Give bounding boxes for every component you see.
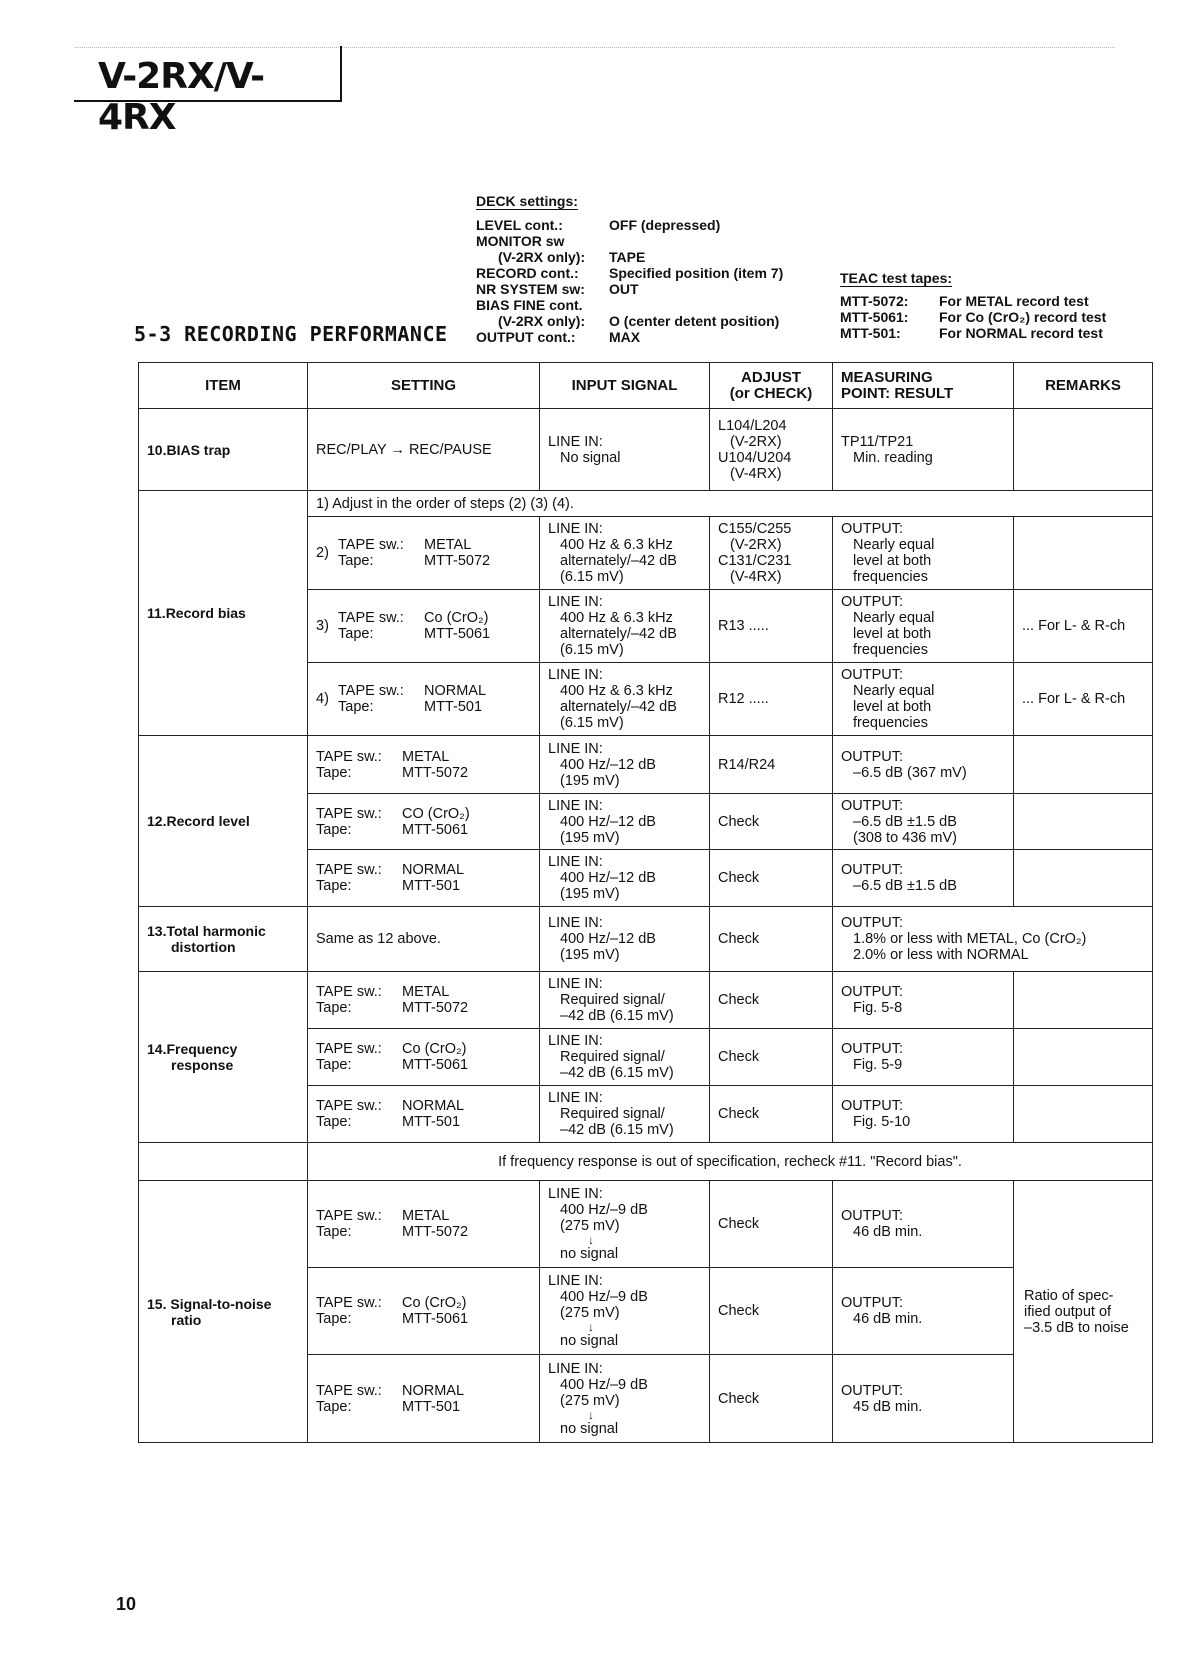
adjust-cell: Check xyxy=(710,1029,833,1086)
tape-id: MTT-5072: xyxy=(840,293,909,309)
tape-label: Tape: xyxy=(316,1398,352,1415)
item-name-line2: distortion xyxy=(171,939,236,955)
input-line: 400 Hz/–9 dB xyxy=(560,1202,648,1218)
tape-label: Tape: xyxy=(316,878,352,894)
setting-cell xyxy=(308,736,540,794)
measure-cell xyxy=(833,907,1153,972)
input-line: alternately/–42 dB xyxy=(560,553,677,569)
input-cell xyxy=(540,1086,710,1143)
input-line: (275 mV) xyxy=(560,1305,620,1321)
item-name-line1: 14.Frequency xyxy=(147,1041,238,1057)
input-line: 400 Hz & 6.3 kHz xyxy=(560,683,673,699)
input-line: –42 dB (6.15 mV) xyxy=(560,1122,674,1138)
header-measuring-line1: MEASURING xyxy=(841,368,933,386)
output-label: OUTPUT: xyxy=(841,862,904,878)
input-line: 400 Hz & 6.3 kHz xyxy=(560,537,673,553)
deck-setting-row xyxy=(476,329,783,345)
item-name-line2: ratio xyxy=(171,1311,202,1328)
input-line: –42 dB (6.15 mV) xyxy=(560,1008,674,1024)
input-line: (6.15 mV) xyxy=(560,569,624,585)
item-name-line1: 13.Total harmonic xyxy=(147,923,266,939)
down-arrow-icon: ↓ xyxy=(588,1407,594,1422)
item-name-line1: 15. Signal-to-noise xyxy=(147,1295,272,1312)
tape-row xyxy=(840,293,1106,309)
input-line: Required signal/ xyxy=(560,1106,665,1122)
measure-cell xyxy=(833,1268,1014,1355)
deck-setting-key: NR SYSTEM sw: xyxy=(476,281,585,297)
adjust-cell: Check xyxy=(710,850,833,907)
tape-value: MTT-5061 xyxy=(402,821,469,838)
measure-line: –6.5 dB ±1.5 dB xyxy=(853,813,957,830)
input-line: (195 mV) xyxy=(560,829,620,846)
tape-label: Tape: xyxy=(338,553,374,569)
line-in-label: LINE IN: xyxy=(548,1033,603,1049)
measure-cell xyxy=(833,517,1014,590)
remarks-cell xyxy=(1014,1181,1153,1443)
tape-sw-label: TAPE sw.: xyxy=(338,537,404,553)
header-item: ITEM xyxy=(139,363,308,409)
input-line: Required signal/ xyxy=(560,1049,665,1065)
setting-cell xyxy=(308,1268,540,1355)
item-name: 11.Record bias xyxy=(139,491,308,736)
model-header-box xyxy=(74,46,342,138)
adjust-cell xyxy=(710,517,833,590)
line-in-label: LINE IN: xyxy=(548,740,603,757)
setting-cell xyxy=(308,972,540,1029)
adjust-line: (V-4RX) xyxy=(730,569,782,585)
tape-value: MTT-5072 xyxy=(424,553,491,569)
remarks-cell xyxy=(1014,517,1153,590)
tape-sw-label: TAPE sw.: xyxy=(338,683,404,699)
output-label: OUTPUT: xyxy=(841,915,904,931)
input-cell xyxy=(540,972,710,1029)
setting-cell: Same as 12 above. xyxy=(308,907,540,972)
input-line: 400 Hz/–9 dB xyxy=(560,1289,648,1305)
input-cell xyxy=(540,663,710,736)
input-line: 400 Hz/–12 dB xyxy=(560,870,656,886)
measure-cell xyxy=(833,794,1014,850)
deck-setting-value: O (center detent position) xyxy=(609,313,780,329)
adjust-line: L104/L204 xyxy=(718,417,787,434)
page-number: 10 xyxy=(116,1594,137,1614)
adjust-cell xyxy=(710,409,833,491)
adjust-line: (V-2RX) xyxy=(730,433,782,450)
item-name xyxy=(139,1181,308,1443)
deck-setting-row xyxy=(476,313,783,329)
step-note: 1) Adjust in the order of steps (2) (3) (4). xyxy=(308,491,1153,517)
item-name xyxy=(139,907,308,972)
measure-line: –6.5 dB (367 mV) xyxy=(853,764,967,781)
tape-label: Tape: xyxy=(316,1114,352,1130)
tape-sw-label: TAPE sw.: xyxy=(316,748,382,765)
tape-row xyxy=(840,325,1106,341)
remarks-cell: ... For L- & R-ch xyxy=(1014,590,1153,663)
tape-sw-value: Co (CrO₂) xyxy=(424,610,489,626)
setting-cell xyxy=(308,850,540,907)
adjust-cell: Check xyxy=(710,1268,833,1355)
tape-sw-label: TAPE sw.: xyxy=(316,805,382,822)
input-line: (195 mV) xyxy=(560,886,620,902)
input-line: (195 mV) xyxy=(560,947,620,963)
tape-label: Tape: xyxy=(316,1224,352,1240)
deck-setting-key: LEVEL cont.: xyxy=(476,217,563,233)
remarks-line: Ratio of spec- xyxy=(1024,1287,1114,1304)
line-in-label: LINE IN: xyxy=(548,797,603,814)
deck-setting-value: OFF (depressed) xyxy=(609,217,721,233)
tape-value: MTT-501 xyxy=(402,1114,461,1130)
line-in-label: LINE IN: xyxy=(548,976,603,992)
output-label: OUTPUT: xyxy=(841,594,904,610)
teac-test-tapes xyxy=(840,270,1106,341)
input-line: 400 Hz/–12 dB xyxy=(560,931,656,947)
remarks-cell xyxy=(1014,850,1153,907)
tape-sw-label: TAPE sw.: xyxy=(316,1295,382,1311)
item-spacer xyxy=(139,1143,308,1181)
tape-sw-label: TAPE sw.: xyxy=(316,862,382,878)
measure-line: Min. reading xyxy=(853,449,933,466)
setting-cell xyxy=(308,1029,540,1086)
remarks-cell xyxy=(1014,1086,1153,1143)
deck-settings-title: DECK settings: xyxy=(476,193,578,209)
deck-setting-value: MAX xyxy=(609,329,641,345)
measure-cell xyxy=(833,409,1014,491)
output-label: OUTPUT: xyxy=(841,748,904,765)
output-label: OUTPUT: xyxy=(841,797,904,814)
measure-line: level at both xyxy=(853,699,932,715)
measure-line: Fig. 5-9 xyxy=(853,1057,903,1073)
tape-label: Tape: xyxy=(316,821,352,838)
input-cell xyxy=(540,1268,710,1355)
tape-value: MTT-5061 xyxy=(402,1311,469,1327)
line-in-label: LINE IN: xyxy=(548,1360,603,1377)
input-line: (6.15 mV) xyxy=(560,642,624,658)
item-name: 10.BIAS trap xyxy=(139,409,308,491)
adjust-line: C155/C255 xyxy=(718,521,792,537)
line-in-label: LINE IN: xyxy=(548,667,603,683)
adjust-line: U104/U204 xyxy=(718,449,792,466)
deck-setting-key: (V-2RX only): xyxy=(498,249,586,265)
input-line: alternately/–42 dB xyxy=(560,699,677,715)
section-title: 5-3 RECORDING PERFORMANCE xyxy=(134,322,448,346)
input-line: no signal xyxy=(560,1333,619,1349)
table-row xyxy=(139,491,1153,517)
measure-cell xyxy=(833,590,1014,663)
input-line: 400 Hz/–9 dB xyxy=(560,1376,648,1393)
measure-line: frequencies xyxy=(853,715,928,731)
output-label: OUTPUT: xyxy=(841,984,904,1000)
input-line: 400 Hz/–12 dB xyxy=(560,756,656,773)
deck-setting-row xyxy=(476,297,783,313)
adjust-line: (V-4RX) xyxy=(730,465,782,482)
adjust-cell: Check xyxy=(710,1086,833,1143)
header-remarks: REMARKS xyxy=(1014,363,1153,409)
measure-line: 46 dB min. xyxy=(853,1311,923,1327)
line-in-label: LINE IN: xyxy=(548,854,603,870)
measure-cell xyxy=(833,1181,1014,1268)
setting-cell: REC/PLAY → REC/PAUSE xyxy=(308,409,540,491)
recheck-note: If frequency response is out of specification, recheck #11. "Record bias". xyxy=(308,1143,1153,1181)
input-line: –42 dB (6.15 mV) xyxy=(560,1065,674,1081)
tape-value: MTT-501 xyxy=(424,699,483,715)
tape-sw-value: Co (CrO₂) xyxy=(402,1295,467,1311)
measure-line: Nearly equal xyxy=(853,683,935,699)
output-label: OUTPUT: xyxy=(841,1295,904,1311)
header-input-signal: INPUT SIGNAL xyxy=(540,363,710,409)
measure-line: level at both xyxy=(853,553,932,569)
deck-setting-key: (V-2RX only): xyxy=(498,313,586,329)
tape-purpose: For METAL record test xyxy=(939,293,1089,309)
input-line: (195 mV) xyxy=(560,772,620,789)
input-line: 400 Hz & 6.3 kHz xyxy=(560,610,673,626)
tape-sw-value: Co (CrO₂) xyxy=(402,1041,467,1057)
measure-cell xyxy=(833,850,1014,907)
deck-setting-value: TAPE xyxy=(609,249,646,265)
header-adjust-line1: ADJUST xyxy=(740,368,801,386)
remarks-cell xyxy=(1014,409,1153,491)
input-cell xyxy=(540,409,710,491)
remarks-cell xyxy=(1014,736,1153,794)
tape-sw-label: TAPE sw.: xyxy=(316,1041,382,1057)
remarks-cell xyxy=(1014,1029,1153,1086)
tape-purpose: For Co (CrO₂) record test xyxy=(939,309,1107,325)
table-header-row xyxy=(139,363,1153,409)
table-row xyxy=(139,972,1153,1029)
setting-cell xyxy=(308,517,540,590)
input-cell xyxy=(540,590,710,663)
output-label: OUTPUT: xyxy=(841,1208,904,1224)
measure-line: 45 dB min. xyxy=(853,1398,923,1415)
deck-setting-row xyxy=(476,249,783,265)
tape-label: Tape: xyxy=(316,764,352,781)
setting-cell xyxy=(308,794,540,850)
tape-purpose: For NORMAL record test xyxy=(939,325,1103,341)
measure-cell xyxy=(833,972,1014,1029)
input-line: (6.15 mV) xyxy=(560,715,624,731)
header-setting: SETTING xyxy=(308,363,540,409)
item-name-line2: response xyxy=(171,1057,234,1073)
setting-cell xyxy=(308,663,540,736)
input-line: alternately/–42 dB xyxy=(560,626,677,642)
measure-line: Fig. 5-8 xyxy=(853,1000,903,1016)
tape-id: MTT-501: xyxy=(840,325,901,341)
input-line: (275 mV) xyxy=(560,1218,620,1234)
table-row xyxy=(139,907,1153,972)
measure-cell xyxy=(833,736,1014,794)
step-number: 2) xyxy=(316,545,329,561)
tape-sw-value: NORMAL xyxy=(402,1382,465,1399)
adjust-cell: R14/R24 xyxy=(710,736,833,794)
line-in-label: LINE IN: xyxy=(548,1186,603,1202)
setting-cell xyxy=(308,1181,540,1268)
output-label: OUTPUT: xyxy=(841,1382,904,1399)
measure-line: level at both xyxy=(853,626,932,642)
input-cell xyxy=(540,907,710,972)
teac-tapes-title: TEAC test tapes: xyxy=(840,270,953,286)
input-cell xyxy=(540,1181,710,1268)
tape-sw-label: TAPE sw.: xyxy=(316,1098,382,1114)
deck-setting-key: MONITOR sw xyxy=(476,233,565,249)
measure-line: –6.5 dB ±1.5 dB xyxy=(853,878,957,894)
tape-sw-value: NORMAL xyxy=(424,683,487,699)
line-in-label: LINE IN: xyxy=(548,521,603,537)
adjust-cell: R13 ..... xyxy=(710,590,833,663)
deck-setting-row xyxy=(476,281,783,297)
tape-sw-value: METAL xyxy=(402,748,450,765)
measure-line: Nearly equal xyxy=(853,537,935,553)
measure-line: 1.8% or less with METAL, Co (CrO₂) xyxy=(853,931,1087,947)
input-line: (275 mV) xyxy=(560,1392,620,1409)
line-in-label: LINE IN: xyxy=(548,594,603,610)
header-measuring-line2: POINT: RESULT xyxy=(841,384,954,402)
tape-value: MTT-5072 xyxy=(402,1000,469,1016)
adjust-cell: Check xyxy=(710,794,833,850)
recording-performance-table xyxy=(138,362,1153,1443)
deck-setting-key: RECORD cont.: xyxy=(476,265,579,281)
tape-value: MTT-5061 xyxy=(402,1057,469,1073)
deck-setting-value: Specified position (item 7) xyxy=(609,265,784,281)
adjust-line: (V-2RX) xyxy=(730,537,782,553)
tape-label: Tape: xyxy=(316,1057,352,1073)
line-in-label: LINE IN: xyxy=(548,1273,603,1289)
measure-cell xyxy=(833,1086,1014,1143)
measure-line: Nearly equal xyxy=(853,610,935,626)
header-adjust-line2: (or CHECK) xyxy=(729,384,813,402)
remarks-line: ified output of xyxy=(1024,1303,1112,1320)
down-arrow-icon: ↓ xyxy=(588,1320,594,1334)
tape-sw-value: METAL xyxy=(424,537,472,553)
header-measuring xyxy=(833,363,1014,409)
adjust-line: C131/C231 xyxy=(718,553,792,569)
item-name xyxy=(139,972,308,1143)
remarks-cell: ... For L- & R-ch xyxy=(1014,663,1153,736)
measure-cell xyxy=(833,1355,1014,1443)
output-label: OUTPUT: xyxy=(841,1098,904,1114)
setting-cell xyxy=(308,590,540,663)
adjust-cell: Check xyxy=(710,907,833,972)
tape-value: MTT-5072 xyxy=(402,1224,469,1240)
measure-line: Fig. 5-10 xyxy=(853,1114,911,1130)
tape-value: MTT-5061 xyxy=(424,626,491,642)
line-in-label: LINE IN: xyxy=(548,433,603,450)
step-number: 3) xyxy=(316,618,329,634)
input-value: No signal xyxy=(560,449,621,466)
item-name: 12.Record level xyxy=(139,736,308,907)
tape-value: MTT-5072 xyxy=(402,764,469,781)
input-cell xyxy=(540,736,710,794)
step-number: 4) xyxy=(316,691,329,707)
setting-cell xyxy=(308,1355,540,1443)
table-row xyxy=(139,1181,1153,1268)
tape-sw-value: METAL xyxy=(402,984,450,1000)
deck-setting-row xyxy=(476,265,783,281)
measure-line: frequencies xyxy=(853,569,928,585)
table-row xyxy=(139,409,1153,491)
tape-sw-value: CO (CrO₂) xyxy=(402,805,470,822)
model-title: V-2RX/V-4RX xyxy=(98,56,265,138)
measure-cell xyxy=(833,663,1014,736)
table-row xyxy=(139,1143,1153,1181)
deck-setting-row xyxy=(476,233,783,249)
tape-value: MTT-501 xyxy=(402,1398,461,1415)
adjust-cell: Check xyxy=(710,972,833,1029)
measure-line: 46 dB min. xyxy=(853,1224,923,1240)
output-label: OUTPUT: xyxy=(841,1041,904,1057)
down-arrow-icon: ↓ xyxy=(588,1233,594,1247)
measure-line: (308 to 436 mV) xyxy=(853,829,957,846)
input-line: no signal xyxy=(560,1420,619,1437)
header-adjust xyxy=(710,363,833,409)
measure-cell xyxy=(833,1029,1014,1086)
line-in-label: LINE IN: xyxy=(548,915,603,931)
deck-setting-row xyxy=(476,217,783,233)
tape-sw-value: NORMAL xyxy=(402,862,465,878)
deck-setting-key: BIAS FINE cont. xyxy=(476,297,583,313)
remarks-cell xyxy=(1014,794,1153,850)
tape-label: Tape: xyxy=(338,699,374,715)
tape-sw-label: TAPE sw.: xyxy=(338,610,404,626)
tape-sw-label: TAPE sw.: xyxy=(316,1382,382,1399)
measure-line: 2.0% or less with NORMAL xyxy=(853,947,1029,963)
input-line: 400 Hz/–12 dB xyxy=(560,813,656,830)
tape-sw-value: METAL xyxy=(402,1208,450,1224)
setting-cell xyxy=(308,1086,540,1143)
input-cell xyxy=(540,794,710,850)
input-cell xyxy=(540,517,710,590)
tape-label: Tape: xyxy=(316,1311,352,1327)
adjust-cell: R12 ..... xyxy=(710,663,833,736)
input-cell xyxy=(540,1355,710,1443)
measure-line: TP11/TP21 xyxy=(841,433,914,450)
adjust-cell: Check xyxy=(710,1355,833,1443)
deck-setting-value: OUT xyxy=(609,281,639,297)
tape-sw-value: NORMAL xyxy=(402,1098,465,1114)
measure-line: frequencies xyxy=(853,642,928,658)
adjust-cell: Check xyxy=(710,1181,833,1268)
tape-id: MTT-5061: xyxy=(840,309,909,325)
line-in-label: LINE IN: xyxy=(548,1090,603,1106)
tape-row xyxy=(840,309,1106,325)
tape-label: Tape: xyxy=(338,626,374,642)
output-label: OUTPUT: xyxy=(841,521,904,537)
tape-sw-label: TAPE sw.: xyxy=(316,1208,382,1224)
input-line: Required signal/ xyxy=(560,992,665,1008)
table-row xyxy=(139,736,1153,794)
deck-settings xyxy=(476,193,783,345)
remarks-line: –3.5 dB to noise xyxy=(1024,1319,1129,1336)
input-line: no signal xyxy=(560,1246,619,1262)
output-label: OUTPUT: xyxy=(841,667,904,683)
remarks-cell xyxy=(1014,972,1153,1029)
input-cell xyxy=(540,1029,710,1086)
tape-label: Tape: xyxy=(316,1000,352,1016)
tape-value: MTT-501 xyxy=(402,878,461,894)
tape-sw-label: TAPE sw.: xyxy=(316,984,382,1000)
input-cell xyxy=(540,850,710,907)
deck-setting-key: OUTPUT cont.: xyxy=(476,329,576,345)
